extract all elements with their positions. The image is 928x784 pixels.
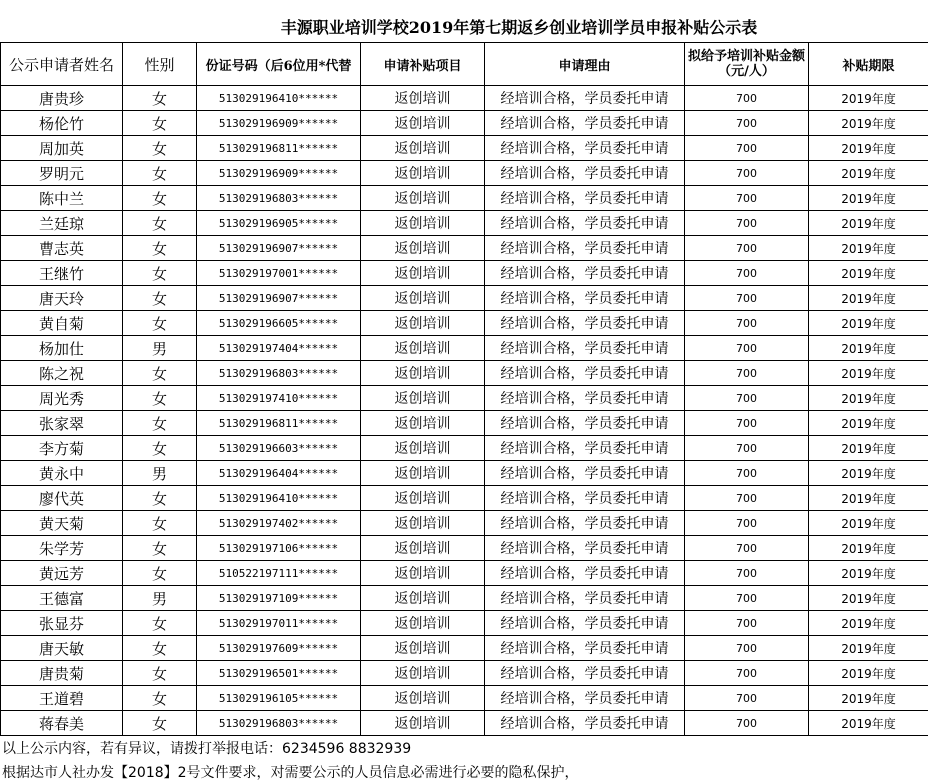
- header-period: 补贴期限: [809, 43, 928, 86]
- cell-reason: 经培训合格，学员委托申请: [485, 511, 685, 536]
- cell-amount: 700: [685, 636, 809, 661]
- cell-id-number: 513029196501******: [197, 661, 361, 686]
- cell-reason: 经培训合格，学员委托申请: [485, 236, 685, 261]
- cell-subsidy-item: 返创培训: [361, 661, 485, 686]
- cell-name: 兰廷琼: [1, 211, 123, 236]
- cell-subsidy-item: 返创培训: [361, 686, 485, 711]
- cell-gender: 女: [123, 86, 197, 111]
- cell-id-number: 513029196803******: [197, 361, 361, 386]
- cell-subsidy-item: 返创培训: [361, 211, 485, 236]
- cell-gender: 女: [123, 561, 197, 586]
- subsidy-table: [0, 42, 928, 736]
- cell-name: 唐天敏: [1, 636, 123, 661]
- table-row: [1, 586, 928, 611]
- cell-amount: 700: [685, 586, 809, 611]
- cell-period: 2019年度: [809, 511, 928, 536]
- cell-name: 黄永中: [1, 461, 123, 486]
- cell-period: 2019年度: [809, 436, 928, 461]
- cell-period: 2019年度: [809, 111, 928, 136]
- cell-gender: 女: [123, 711, 197, 736]
- cell-subsidy-item: 返创培训: [361, 136, 485, 161]
- cell-amount: 700: [685, 486, 809, 511]
- table-row: [1, 536, 928, 561]
- cell-name: 唐天玲: [1, 286, 123, 311]
- table-row: [1, 711, 928, 736]
- cell-subsidy-item: 返创培训: [361, 611, 485, 636]
- title-text: 丰源职业培训学校2019年第七期返乡创业培训学员申报补贴公示表: [280, 18, 758, 37]
- cell-id-number: 513029196404******: [197, 461, 361, 486]
- cell-id-number: 513029196905******: [197, 211, 361, 236]
- table-row: [1, 661, 928, 686]
- table-row: [1, 211, 928, 236]
- header-subsidy-item: 申请补贴项目: [361, 43, 485, 86]
- cell-subsidy-item: 返创培训: [361, 86, 485, 111]
- cell-amount: 700: [685, 511, 809, 536]
- cell-name: 唐贵菊: [1, 661, 123, 686]
- cell-name: 李方菊: [1, 436, 123, 461]
- table-row: [1, 361, 928, 386]
- cell-name: 罗明元: [1, 161, 123, 186]
- cell-period: 2019年度: [809, 236, 928, 261]
- cell-period: 2019年度: [809, 461, 928, 486]
- cell-name: 黄远芳: [1, 561, 123, 586]
- table-row: [1, 686, 928, 711]
- cell-subsidy-item: 返创培训: [361, 461, 485, 486]
- cell-period: 2019年度: [809, 636, 928, 661]
- cell-subsidy-item: 返创培训: [361, 636, 485, 661]
- cell-amount: 700: [685, 261, 809, 286]
- cell-reason: 经培训合格，学员委托申请: [485, 361, 685, 386]
- cell-subsidy-item: 返创培训: [361, 361, 485, 386]
- cell-gender: 女: [123, 686, 197, 711]
- cell-id-number: 513029196410******: [197, 486, 361, 511]
- cell-period: 2019年度: [809, 711, 928, 736]
- table-row: [1, 511, 928, 536]
- cell-subsidy-item: 返创培训: [361, 386, 485, 411]
- cell-period: 2019年度: [809, 411, 928, 436]
- cell-amount: 700: [685, 661, 809, 686]
- table-row: [1, 111, 928, 136]
- cell-subsidy-item: 返创培训: [361, 536, 485, 561]
- cell-id-number: 513029196811******: [197, 411, 361, 436]
- cell-period: 2019年度: [809, 186, 928, 211]
- cell-period: 2019年度: [809, 536, 928, 561]
- cell-amount: 700: [685, 536, 809, 561]
- table-row: [1, 236, 928, 261]
- cell-period: 2019年度: [809, 361, 928, 386]
- cell-reason: 经培训合格，学员委托申请: [485, 661, 685, 686]
- cell-amount: 700: [685, 711, 809, 736]
- cell-name: 曹志英: [1, 236, 123, 261]
- cell-gender: 男: [123, 336, 197, 361]
- cell-amount: 700: [685, 686, 809, 711]
- cell-gender: 女: [123, 361, 197, 386]
- table-row: [1, 336, 928, 361]
- cell-subsidy-item: 返创培训: [361, 511, 485, 536]
- page-title: [0, 14, 928, 42]
- cell-period: 2019年度: [809, 561, 928, 586]
- cell-id-number: 513029196105******: [197, 686, 361, 711]
- cell-gender: 女: [123, 486, 197, 511]
- cell-id-number: 513029197106******: [197, 536, 361, 561]
- cell-id-number: 513029196907******: [197, 236, 361, 261]
- cell-id-number: 513029197109******: [197, 586, 361, 611]
- cell-id-number: 513029197011******: [197, 611, 361, 636]
- table-row: [1, 286, 928, 311]
- table-row: [1, 86, 928, 111]
- cell-reason: 经培训合格，学员委托申请: [485, 561, 685, 586]
- cell-name: 王德富: [1, 586, 123, 611]
- cell-id-number: 513029197609******: [197, 636, 361, 661]
- cell-name: 唐贵珍: [1, 86, 123, 111]
- cell-period: 2019年度: [809, 486, 928, 511]
- cell-amount: 700: [685, 111, 809, 136]
- cell-name: 杨加仕: [1, 336, 123, 361]
- table-row: [1, 386, 928, 411]
- cell-id-number: 513029197410******: [197, 386, 361, 411]
- cell-subsidy-item: 返创培训: [361, 711, 485, 736]
- cell-gender: 女: [123, 536, 197, 561]
- table-row: [1, 636, 928, 661]
- cell-id-number: 513029196605******: [197, 311, 361, 336]
- cell-id-number: 513029197404******: [197, 336, 361, 361]
- cell-reason: 经培训合格，学员委托申请: [485, 136, 685, 161]
- cell-reason: 经培训合格，学员委托申请: [485, 211, 685, 236]
- cell-id-number: 513029196803******: [197, 711, 361, 736]
- cell-name: 黄天菊: [1, 511, 123, 536]
- cell-reason: 经培训合格，学员委托申请: [485, 86, 685, 111]
- cell-name: 陈中兰: [1, 186, 123, 211]
- cell-gender: 男: [123, 461, 197, 486]
- header-id-number: 份证号码（后6位用*代替: [197, 43, 361, 86]
- table-row: [1, 261, 928, 286]
- table-row: [1, 186, 928, 211]
- cell-amount: 700: [685, 436, 809, 461]
- table-row: [1, 411, 928, 436]
- cell-reason: 经培训合格，学员委托申请: [485, 386, 685, 411]
- cell-name: 蒋春美: [1, 711, 123, 736]
- table-row: [1, 161, 928, 186]
- table-row: [1, 611, 928, 636]
- cell-period: 2019年度: [809, 136, 928, 161]
- cell-subsidy-item: 返创培训: [361, 486, 485, 511]
- cell-reason: 经培训合格，学员委托申请: [485, 711, 685, 736]
- cell-id-number: 513029196803******: [197, 186, 361, 211]
- cell-name: 王道碧: [1, 686, 123, 711]
- cell-period: 2019年度: [809, 336, 928, 361]
- cell-period: 2019年度: [809, 86, 928, 111]
- cell-amount: 700: [685, 461, 809, 486]
- cell-gender: 女: [123, 261, 197, 286]
- cell-gender: 女: [123, 386, 197, 411]
- cell-period: 2019年度: [809, 211, 928, 236]
- cell-gender: 女: [123, 411, 197, 436]
- cell-amount: 700: [685, 561, 809, 586]
- cell-period: 2019年度: [809, 586, 928, 611]
- header-gender: 性别: [123, 43, 197, 86]
- header-name: 公示申请者姓名: [1, 43, 123, 86]
- cell-reason: 经培训合格，学员委托申请: [485, 611, 685, 636]
- cell-period: 2019年度: [809, 261, 928, 286]
- header-amount: 拟给予培训补贴金额（元/人）: [685, 43, 809, 86]
- header-row: [1, 43, 928, 86]
- cell-name: 周光秀: [1, 386, 123, 411]
- cell-id-number: 513029196603******: [197, 436, 361, 461]
- table-row: [1, 486, 928, 511]
- cell-reason: 经培训合格，学员委托申请: [485, 336, 685, 361]
- cell-subsidy-item: 返创培训: [361, 111, 485, 136]
- cell-subsidy-item: 返创培训: [361, 586, 485, 611]
- cell-id-number: 513029196907******: [197, 286, 361, 311]
- cell-gender: 女: [123, 236, 197, 261]
- cell-period: 2019年度: [809, 611, 928, 636]
- cell-name: 张家翠: [1, 411, 123, 436]
- cell-reason: 经培训合格，学员委托申请: [485, 186, 685, 211]
- cell-subsidy-item: 返创培训: [361, 336, 485, 361]
- cell-subsidy-item: 返创培训: [361, 186, 485, 211]
- cell-id-number: 513029196909******: [197, 111, 361, 136]
- cell-gender: 女: [123, 211, 197, 236]
- cell-gender: 女: [123, 511, 197, 536]
- cell-gender: 女: [123, 661, 197, 686]
- cell-subsidy-item: 返创培训: [361, 286, 485, 311]
- cell-reason: 经培训合格，学员委托申请: [485, 311, 685, 336]
- cell-subsidy-item: 返创培训: [361, 311, 485, 336]
- table-row: [1, 436, 928, 461]
- footer-hotline-note: 以上公示内容，若有异议，请拨打举报电话：6234596 8832939: [2, 741, 412, 757]
- cell-gender: 女: [123, 636, 197, 661]
- cell-reason: 经培训合格，学员委托申请: [485, 486, 685, 511]
- cell-gender: 女: [123, 111, 197, 136]
- cell-period: 2019年度: [809, 286, 928, 311]
- cell-gender: 男: [123, 586, 197, 611]
- cell-gender: 女: [123, 136, 197, 161]
- cell-gender: 女: [123, 311, 197, 336]
- cell-name: 张显芬: [1, 611, 123, 636]
- cell-period: 2019年度: [809, 686, 928, 711]
- cell-reason: 经培训合格，学员委托申请: [485, 161, 685, 186]
- cell-id-number: 513029196811******: [197, 136, 361, 161]
- table-body: [1, 43, 928, 736]
- cell-name: 黄自菊: [1, 311, 123, 336]
- cell-period: 2019年度: [809, 161, 928, 186]
- cell-gender: 女: [123, 286, 197, 311]
- cell-amount: 700: [685, 136, 809, 161]
- cell-gender: 女: [123, 611, 197, 636]
- cell-gender: 女: [123, 186, 197, 211]
- cell-amount: 700: [685, 336, 809, 361]
- cell-id-number: 513029196909******: [197, 161, 361, 186]
- cell-subsidy-item: 返创培训: [361, 261, 485, 286]
- cell-period: 2019年度: [809, 386, 928, 411]
- cell-amount: 700: [685, 361, 809, 386]
- cell-reason: 经培训合格，学员委托申请: [485, 536, 685, 561]
- footer-privacy-note: 根据达市人社办发【2018】2号文件要求，对需要公示的人员信息必需进行必要的隐私保护，: [2, 765, 579, 781]
- cell-amount: 700: [685, 286, 809, 311]
- cell-amount: 700: [685, 311, 809, 336]
- table-row: [1, 461, 928, 486]
- cell-amount: 700: [685, 161, 809, 186]
- cell-reason: 经培训合格，学员委托申请: [485, 111, 685, 136]
- cell-name: 廖代英: [1, 486, 123, 511]
- cell-period: 2019年度: [809, 311, 928, 336]
- cell-subsidy-item: 返创培训: [361, 561, 485, 586]
- cell-reason: 经培训合格，学员委托申请: [485, 436, 685, 461]
- cell-amount: 700: [685, 186, 809, 211]
- cell-name: 杨伦竹: [1, 111, 123, 136]
- table-row: [1, 311, 928, 336]
- cell-name: 陈之祝: [1, 361, 123, 386]
- cell-amount: 700: [685, 236, 809, 261]
- cell-id-number: 510522197111******: [197, 561, 361, 586]
- cell-gender: 女: [123, 436, 197, 461]
- cell-id-number: 513029197001******: [197, 261, 361, 286]
- cell-reason: 经培训合格，学员委托申请: [485, 686, 685, 711]
- cell-amount: 700: [685, 386, 809, 411]
- cell-amount: 700: [685, 86, 809, 111]
- cell-reason: 经培训合格，学员委托申请: [485, 261, 685, 286]
- cell-name: 朱学芳: [1, 536, 123, 561]
- cell-id-number: 513029196410******: [197, 86, 361, 111]
- cell-subsidy-item: 返创培训: [361, 236, 485, 261]
- header-reason: 申请理由: [485, 43, 685, 86]
- cell-subsidy-item: 返创培训: [361, 161, 485, 186]
- cell-name: 周加英: [1, 136, 123, 161]
- cell-reason: 经培训合格，学员委托申请: [485, 586, 685, 611]
- cell-reason: 经培训合格，学员委托申请: [485, 636, 685, 661]
- cell-period: 2019年度: [809, 661, 928, 686]
- table-row: [1, 136, 928, 161]
- table-row: [1, 561, 928, 586]
- cell-name: 王继竹: [1, 261, 123, 286]
- cell-reason: 经培训合格，学员委托申请: [485, 411, 685, 436]
- cell-amount: 700: [685, 611, 809, 636]
- cell-subsidy-item: 返创培训: [361, 411, 485, 436]
- cell-reason: 经培训合格，学员委托申请: [485, 461, 685, 486]
- cell-subsidy-item: 返创培训: [361, 436, 485, 461]
- cell-amount: 700: [685, 411, 809, 436]
- cell-id-number: 513029197402******: [197, 511, 361, 536]
- cell-reason: 经培训合格，学员委托申请: [485, 286, 685, 311]
- cell-amount: 700: [685, 211, 809, 236]
- cell-gender: 女: [123, 161, 197, 186]
